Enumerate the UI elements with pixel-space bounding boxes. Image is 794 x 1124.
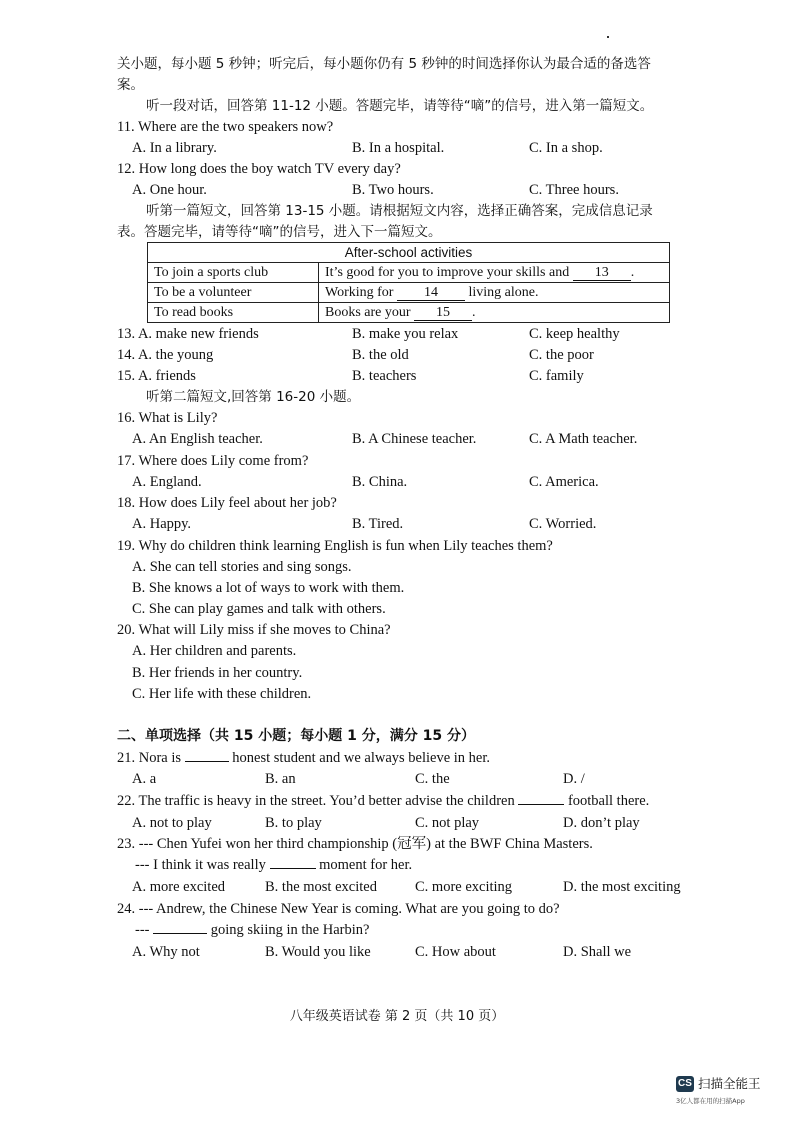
instruction-16-20: 听第二篇短文,回答第 16-20 小题。 bbox=[146, 389, 361, 405]
question-12-option-b: B. Two hours. bbox=[352, 182, 434, 198]
question-22-option-d: D. don’t play bbox=[563, 815, 640, 831]
table-row bbox=[148, 303, 670, 323]
table-title: After-school activities bbox=[148, 243, 670, 263]
question-12-stem: 12. How long does the boy watch TV every day? bbox=[117, 161, 401, 177]
question-14-option-c: C. the poor bbox=[529, 347, 594, 363]
watermark-name: 扫描全能王 bbox=[698, 1076, 761, 1091]
intro-line-1: 关小题，每小题 5 秒钟；听完后，每小题你仍有 5 秒钟的时间选择你认为最合适的备选答 bbox=[117, 56, 651, 72]
question-24-option-b: B. Would you like bbox=[265, 944, 371, 960]
instruction-13-15-line-2: 表。答题完毕，请等待“嘀”的信号，进入下一篇短文。 bbox=[117, 224, 442, 240]
section-2-heading: 二、单项选择（共 15 小题；每小题 1 分，满分 15 分） bbox=[117, 728, 475, 744]
question-23-option-c: C. more exciting bbox=[415, 879, 513, 895]
watermark-tagline: 3亿人都在用的扫描App bbox=[676, 1097, 745, 1105]
question-24-line-2: --- going skiing in the Harbin? bbox=[135, 922, 370, 938]
question-15-option-b: B. teachers bbox=[352, 368, 417, 384]
question-15-option-c: C. family bbox=[529, 368, 584, 384]
question-12-option-c: C. Three hours. bbox=[529, 182, 619, 198]
question-11-option-a: A. In a library. bbox=[132, 140, 217, 156]
instruction-11-12: 听一段对话，回答第 11-12 小题。答题完毕，请等待“嘀”的信号，进入第一篇短文。 bbox=[146, 98, 654, 114]
question-17-option-a: A. England. bbox=[132, 474, 202, 490]
question-17-option-c: C. America. bbox=[529, 474, 599, 490]
question-23-option-d: D. the most exciting bbox=[563, 879, 681, 895]
question-21-option-c: C. the bbox=[415, 771, 450, 787]
question-17-option-b: B. China. bbox=[352, 474, 408, 490]
question-20-option-a: A. Her children and parents. bbox=[132, 643, 297, 659]
question-21-option-a: A. a bbox=[132, 771, 157, 787]
table-cell-description: Books are your 15 . bbox=[319, 303, 670, 323]
question-13-option-c: C. keep healthy bbox=[529, 326, 620, 342]
activities-table bbox=[147, 242, 670, 323]
question-16-option-a: A. An English teacher. bbox=[132, 431, 263, 447]
question-12-option-a: A. One hour. bbox=[132, 182, 207, 198]
answer-blank-14: 14 bbox=[397, 285, 465, 301]
question-22-stem: 22. The traffic is heavy in the street. You’d better advise the children football there. bbox=[117, 793, 650, 809]
question-23-line-1: 23. --- Chen Yufei won her third championship (冠军) at the BWF China Masters. bbox=[117, 836, 593, 852]
question-14-option-a: 14. A. the young bbox=[117, 347, 214, 363]
question-11-option-b: B. In a hospital. bbox=[352, 140, 445, 156]
table-cell-activity: To be a volunteer bbox=[148, 283, 319, 303]
table-cell-description: It’s good for you to improve your skills and 13 . bbox=[319, 263, 670, 283]
question-24-option-a: A. Why not bbox=[132, 944, 200, 960]
question-19-stem: 19. Why do children think learning English is fun when Lily teaches them? bbox=[117, 538, 553, 554]
question-18-option-b: B. Tired. bbox=[352, 516, 404, 532]
question-19-option-b: B. She knows a lot of ways to work with them. bbox=[132, 580, 405, 596]
table-cell-activity: To join a sports club bbox=[148, 263, 319, 283]
camscanner-logo-icon: CS bbox=[676, 1076, 694, 1092]
question-18-option-a: A. Happy. bbox=[132, 516, 192, 532]
table-cell-description: Working for 14 living alone. bbox=[319, 283, 670, 303]
question-16-option-c: C. A Math teacher. bbox=[529, 431, 638, 447]
question-21-option-d: D. / bbox=[563, 771, 585, 787]
table-cell-activity: To read books bbox=[148, 303, 319, 323]
question-18-stem: 18. How does Lily feel about her job? bbox=[117, 495, 337, 511]
question-23-line-2: --- I think it was really moment for her. bbox=[135, 857, 413, 873]
page-footer: 八年级英语试卷 第 2 页（共 10 页） bbox=[289, 1009, 505, 1024]
question-13-option-b: B. make you relax bbox=[352, 326, 459, 342]
question-15-option-a: 15. A. friends bbox=[117, 368, 196, 384]
question-16-option-b: B. A Chinese teacher. bbox=[352, 431, 477, 447]
table-row bbox=[148, 283, 670, 303]
question-21-stem: 21. Nora is honest student and we always believe in her. bbox=[117, 750, 491, 766]
question-24-option-c: C. How about bbox=[415, 944, 496, 960]
question-16-stem: 16. What is Lily? bbox=[117, 410, 218, 426]
question-23-option-a: A. more excited bbox=[132, 879, 226, 895]
question-11-option-c: C. In a shop. bbox=[529, 140, 603, 156]
question-22-option-c: C. not play bbox=[415, 815, 480, 831]
question-20-option-b: B. Her friends in her country. bbox=[132, 665, 303, 681]
question-24-line-1: 24. --- Andrew, the Chinese New Year is coming. What are you going to do? bbox=[117, 901, 560, 917]
question-17-stem: 17. Where does Lily come from? bbox=[117, 453, 309, 469]
speck bbox=[607, 36, 609, 38]
table-row bbox=[148, 263, 670, 283]
question-11-stem: 11. Where are the two speakers now? bbox=[117, 119, 334, 135]
question-24-option-d: D. Shall we bbox=[563, 944, 632, 960]
question-19-option-c: C. She can play games and talk with others. bbox=[132, 601, 386, 617]
question-20-stem: 20. What will Lily miss if she moves to China? bbox=[117, 622, 391, 638]
answer-blank bbox=[518, 804, 564, 805]
question-23-option-b: B. the most excited bbox=[265, 879, 377, 895]
instruction-13-15-line-1: 听第一篇短文，回答第 13-15 小题。请根据短文内容，选择正确答案，完成信息记录 bbox=[146, 203, 653, 219]
answer-blank bbox=[153, 933, 207, 934]
question-21-option-b: B. an bbox=[265, 771, 296, 787]
intro-line-2: 案。 bbox=[117, 77, 144, 93]
question-22-option-b: B. to play bbox=[265, 815, 322, 831]
question-22-option-a: A. not to play bbox=[132, 815, 212, 831]
question-20-option-c: C. Her life with these children. bbox=[132, 686, 312, 702]
question-19-option-a: A. She can tell stories and sing songs. bbox=[132, 559, 352, 575]
answer-blank-13: 13 bbox=[573, 265, 631, 281]
answer-blank-15: 15 bbox=[414, 305, 472, 321]
question-14-option-b: B. the old bbox=[352, 347, 409, 363]
answer-blank bbox=[185, 761, 229, 762]
question-13-option-a: 13. A. make new friends bbox=[117, 326, 259, 342]
answer-blank bbox=[270, 868, 316, 869]
question-18-option-c: C. Worried. bbox=[529, 516, 597, 532]
